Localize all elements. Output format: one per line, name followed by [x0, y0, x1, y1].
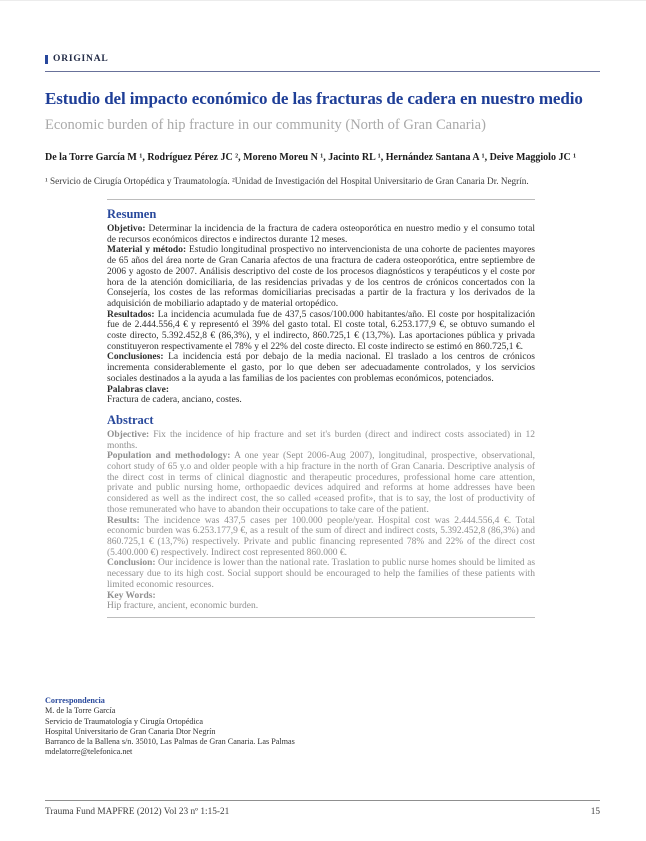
para-text: Estudio longitudinal prospectivo no intervencionista de una cohorte de pacientes mayores de 65 años del área norte de Gran Canaria afectos de una fractura de cadera osteoporótica, entre septiembre de 2006 y agosto de 2007. Análisis descriptivo del coste de los procesos diagnósticos y terapéuticos y el coste por hora de la atención domiciliaria, de las residencias privadas y de los centros de crónicos concertados con la Consejería, los costes de las reformas domiciliarias precisadas a partir de la fractura y los derivados de la adquisición de mobiliario adaptado y de material ortopédico. — [107, 245, 535, 309]
abstract-column — [107, 199, 535, 618]
keywords-label: Palabras clave: — [107, 384, 170, 395]
keywords-text: Hip fracture, ancient, economic burden. — [107, 601, 259, 612]
abstract-conclusion — [107, 558, 535, 590]
para-label: Objetivo: — [107, 224, 146, 234]
abstract-section — [107, 413, 535, 612]
abstract-heading: Abstract — [107, 412, 154, 427]
page-number: 15 — [590, 807, 600, 817]
keywords-text: Fractura de cadera, anciano, costes. — [107, 395, 242, 406]
correspondence-hospital: Hospital Universitario de Gran Canaria Dtor Negrín — [45, 726, 216, 736]
resumen-conclusiones — [107, 352, 535, 384]
para-label: Objective: — [107, 429, 150, 440]
journal-citation: Trauma Fund MAPFRE (2012) Vol 23 nº 1:15-21 — [45, 807, 230, 817]
authors-line: De la Torre García M ¹, Rodríguez Pérez JC ², Moreno Moreu N ¹, Jacinto RL ¹, Hernández Santana A ¹, Deive Maggiolo JC ¹ — [45, 152, 577, 163]
correspondence-address: Barranco de la Ballena s/n. 35010, Las Palmas de Gran Canaria. Las Palmas — [45, 737, 295, 747]
correspondence-name: M. de la Torre García — [45, 706, 116, 716]
para-text: Determinar la incidencia de la fractura de cadera osteoporótica en nuestro medio y el consumo total de recursos económicos directos e indirectos durante 12 meses. — [107, 224, 536, 245]
divider-top — [107, 199, 535, 200]
correspondence-block — [45, 696, 445, 758]
resumen-palabras-clave — [107, 385, 535, 406]
para-text: Fix the incidence of hip fracture and set it's burden (direct and indirect costs associated) in 12 months. — [107, 429, 536, 451]
abstract-results — [107, 516, 535, 559]
resumen-resultados — [107, 310, 535, 353]
resumen-heading: Resumen — [107, 207, 157, 221]
correspondence-heading: Correspondencia — [45, 696, 105, 705]
para-label: Material y método: — [107, 245, 187, 256]
section-label: ORIGINAL — [53, 54, 109, 64]
article-title-spanish: Estudio del impacto económico de las fracturas de cadera en nuestro medio — [45, 89, 583, 108]
correspondence-department: Servicio de Traumatología y Cirugía Ortopédica — [45, 716, 204, 726]
accent-bar-icon — [45, 55, 48, 64]
affiliations-line: ¹ Servicio de Cirugía Ortopédica y Traumatología. ²Unidad de Investigación del Hospital Universitario de Gran Canaria Dr. Negrín. — [45, 176, 529, 186]
para-label: Resultados: — [107, 309, 155, 320]
para-text: The incidence was 437,5 cases per 100.000 people/year. Hospital cost was 2.444.556,4 €. Total economic burden was 6.253.177,9 €, as a result of the sum of direct and indirect costs, 5.392.452,8 (86,3%) and 860.725,1 € (13,7%) respectively. Private and public financing represented 78% and 22% of the direct cost (5.400.000 €) respectively. Indirect cost represented 860.000 €. — [107, 515, 535, 558]
resumen-material-metodo — [107, 245, 535, 309]
para-text: La incidencia acumulada fue de 437,5 casos/100.000 habitantes/año. El coste por hospitalización fue de 2.444.556,4 € y representó el 39% del gasto total. El coste total, 6.253.177,9 €, se obtuvo sumando el coste directo, 5.392.452,8 € (86,3%), y el indirecto, 860.725,1 € (13,7%). Las aportaciones pública y privada constituyeron respectivamente el 78% y el 22% del coste directo. El coste indirecto se estimó en 860.725,1 €. — [107, 309, 535, 352]
divider-bottom — [107, 617, 535, 618]
page-footer — [45, 800, 600, 817]
para-text: La incidencia está por debajo de la media nacional. El traslado a los centros de crónicos incrementa considerablemente el gasto, por lo que deben ser adecuadamente controlados, y los servicios sociales destinados a la ayuda a las familias de los pacientes con problemas económicos, potenciados. — [107, 352, 535, 384]
abstract-population-methodology — [107, 451, 535, 515]
para-label: Population and methodology: — [107, 451, 231, 462]
resumen-objetivo — [107, 224, 535, 245]
keywords-label: Key Words: — [107, 590, 156, 601]
para-label: Results: — [107, 515, 140, 526]
correspondence-email: mdelatorre@telefonica.net — [45, 747, 133, 757]
abstract-objective — [107, 430, 535, 451]
section-header — [45, 54, 600, 72]
article-title-english: Economic burden of hip fracture in our community (North of Gran Canaria) — [45, 117, 486, 133]
para-label: Conclusiones: — [107, 352, 164, 363]
para-text: Our incidence is lower than the national rate. Traslation to public nurse homes should be limited as necessary due to its high cost. Social support should be encouraged to help the families of these patients with limited economic resources. — [107, 558, 536, 590]
abstract-key-words — [107, 591, 535, 612]
para-label: Conclusion: — [107, 558, 156, 569]
resumen-section — [107, 207, 535, 406]
para-text: A one year (Sept 2006-Aug 2007), longitudinal, prospective, observational, cohort study of 65 y.o and older people with a hip fracture in the north of Gran Canaria. Descriptive analysis of the direct cost in terms of clinical diagnostic and therapeutic procedures, professional home care attention, private and public nursing home, orthopaedic devices adquired and reforms at home addresses have been considered as well as the indirect cost, the so called «ceased profit», that is to say, the lost of productivity of those remunerated who have to abandon their occupations to take care of the patient. — [107, 451, 536, 515]
